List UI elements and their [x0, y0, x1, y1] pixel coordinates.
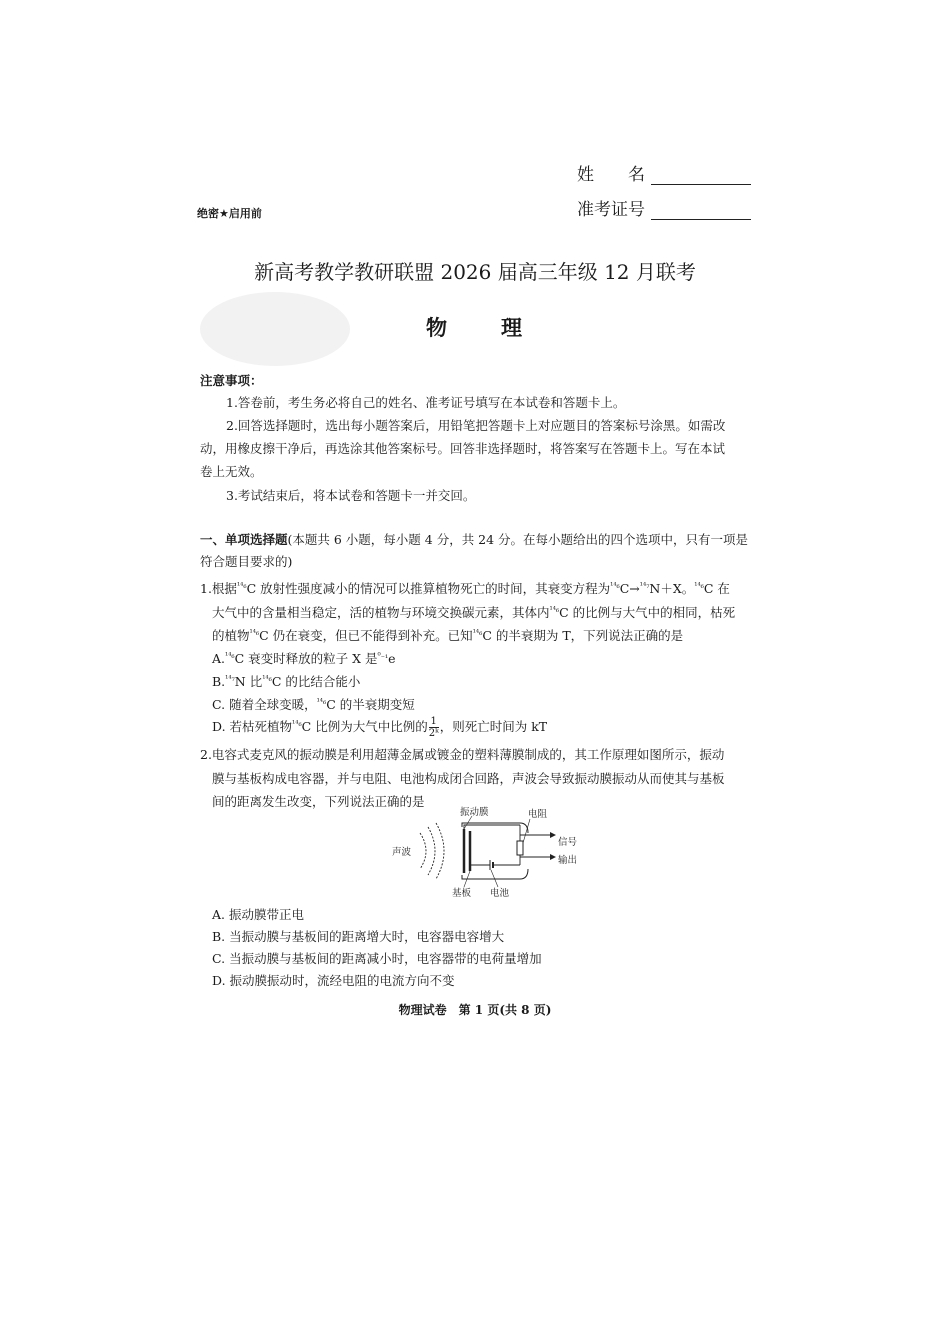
microphone-circuit-figure: [390, 805, 590, 900]
label-sound-wave: 声波: [392, 847, 412, 858]
q1-l3-b: C 仍在衰变，但已不能得到补充。已知: [259, 628, 473, 644]
label-battery: 电池: [490, 888, 510, 899]
fraction-one-over-two-k: [429, 716, 439, 739]
leader-line: [523, 819, 530, 843]
q2-line-1: 2.电容式麦克风的振动膜是利用超薄金属或镀金的塑料薄膜制成的，其工作原理如图所示，振动: [200, 747, 725, 762]
label-output: 输出: [558, 855, 578, 866]
c14-isotope: ¹⁴₆: [316, 697, 327, 706]
q2-option-c: C. 当振动膜与基板间的距离减小时，电容器带的电荷量增加: [212, 951, 542, 966]
sound-wave-arc: [436, 823, 444, 879]
fraction-denominator: 2ᵏ: [428, 728, 439, 740]
c14-isotope: ¹⁴₆: [236, 581, 247, 590]
name-field-row: [577, 160, 751, 185]
c14-isotope: ¹⁴₆: [249, 628, 260, 637]
label-resistor: 电阻: [528, 809, 548, 820]
label-base: 基板: [452, 888, 472, 899]
c14-isotope: ¹⁴₆: [472, 628, 483, 637]
output-arrow-icon: [550, 832, 556, 838]
q2-option-b: B. 当振动膜与基板间的距离增大时，电容器电容增大: [212, 929, 505, 944]
q1-l2-a: 大气中的含量相当稳定，活的植物与环境交换碳元素，其体内: [212, 605, 550, 621]
page-footer: 物理试卷 第 1 页(共 8 页): [398, 1003, 552, 1017]
secret-label: 绝密★启用前: [197, 207, 262, 220]
q2-option-d: D. 振动膜振动时，流经电阻的电流方向不变: [212, 973, 455, 988]
section1-desc-2: 符合题目要求的): [200, 554, 293, 569]
q2-line-2: 膜与基板构成电容器，并与电阻、电池构成闭合回路，声波会导致振动膜振动从而使其与基板: [212, 771, 725, 786]
resistor-symbol: [517, 841, 523, 855]
q1-l1-e: C 在: [703, 581, 730, 597]
c14-isotope: ¹⁴₆: [610, 581, 620, 590]
q1-l1-d: N＋X。: [649, 581, 695, 597]
c14-isotope: ¹⁴₆: [292, 719, 302, 728]
q1-b-prefix: B.: [212, 674, 226, 690]
subject-char-1: 物: [426, 315, 449, 340]
name-label: 姓 名: [577, 165, 645, 185]
output-arrow-icon: [550, 854, 556, 860]
label-diaphragm: 振动膜: [460, 807, 489, 818]
c14-isotope: ¹⁴₆: [225, 651, 235, 660]
exam-title: 新高考教学教研联盟 2026 届高三年级 12 月联考: [254, 260, 696, 284]
housing-outline: [462, 869, 528, 879]
notice-item-2-line-3: 卷上无效。: [200, 464, 263, 479]
label-signal: 信号: [558, 837, 578, 848]
sound-wave-arc: [420, 833, 426, 869]
q1-l3-c: C 的半衰期为 T，下列说法正确的是: [482, 628, 684, 644]
q1-d-suffix: ，则死亡时间为 kT: [439, 719, 548, 735]
housing-outline: [462, 823, 528, 833]
q1-a-prefix: A.: [212, 651, 226, 667]
q1-b-suffix: C 的比结合能小: [271, 674, 361, 690]
n14-isotope: ¹⁴₇: [639, 581, 650, 590]
section1-heading: 一、单项选择题: [200, 532, 288, 547]
q1-a-text: C 衰变时释放的粒子 X 是: [234, 651, 378, 667]
q2-line-3: 间的距离发生改变，下列说法正确的是: [212, 794, 425, 809]
q1-option-d: [212, 711, 547, 740]
electron-isotope: ⁰₋₁: [377, 651, 389, 660]
section1-desc-1: (本题共 6 小题，每小题 4 分，共 24 分。在每小题给出的四个选项中，只有一项是: [287, 532, 749, 547]
c14-isotope: ¹⁴₆: [694, 581, 704, 590]
q1-b-text: N 比: [234, 674, 263, 690]
n14-isotope: ¹⁴₇: [225, 674, 235, 683]
subject-char-2: 理: [501, 315, 524, 340]
q1-c-prefix: C. 随着全球变暖，: [212, 697, 317, 713]
q1-l1-c: C→: [619, 581, 640, 597]
notice-item-1: 1.答卷前，考生务必将自己的姓名、准考证号填写在本试卷和答题卡上。: [226, 395, 626, 410]
name-blank: [651, 166, 751, 185]
q1-c-text: C 的半衰期变短: [326, 697, 415, 713]
q1-a-suffix: e: [388, 651, 396, 667]
q1-d-text: C 比例为大气中比例的: [301, 719, 428, 735]
q1-l1-b: C 放射性强度减小的情况可以推算植物死亡的时间，其衰变方程为: [246, 581, 611, 597]
circuit-wire: [464, 825, 520, 829]
id-blank: [651, 201, 751, 220]
id-label: 准考证号: [577, 200, 645, 220]
c14-isotope: ¹⁴₆: [262, 674, 272, 683]
id-field-row: [577, 195, 751, 220]
q1-d-prefix: D. 若枯死植物: [212, 719, 293, 735]
q1-l2-b: C 的比例与大气中的相同，枯死: [559, 605, 736, 621]
q1-l1-a: 1.根据: [200, 581, 237, 597]
q2-option-a: A. 振动膜带正电: [212, 907, 304, 922]
sound-wave-arc: [428, 827, 435, 875]
notice-item-2-line-2: 动，用橡皮擦干净后，再选涂其他答案标号。回答非选择题时，将答案写在答题卡上。写在本试: [200, 441, 726, 456]
subject-title: [0, 312, 950, 342]
notice-item-2-line-1: 2.回答选择题时，选出每小题答案后，用铅笔把答题卡上对应题目的答案标号涂黑。如需改: [226, 418, 726, 433]
notice-heading: 注意事项：: [200, 373, 263, 388]
notice-item-3: 3.考试结束后，将本试卷和答题卡一并交回。: [226, 488, 476, 503]
q1-l3-a: 的植物: [212, 628, 250, 644]
fraction-numerator: 1: [430, 716, 437, 728]
c14-isotope: ¹⁴₆: [549, 605, 560, 614]
